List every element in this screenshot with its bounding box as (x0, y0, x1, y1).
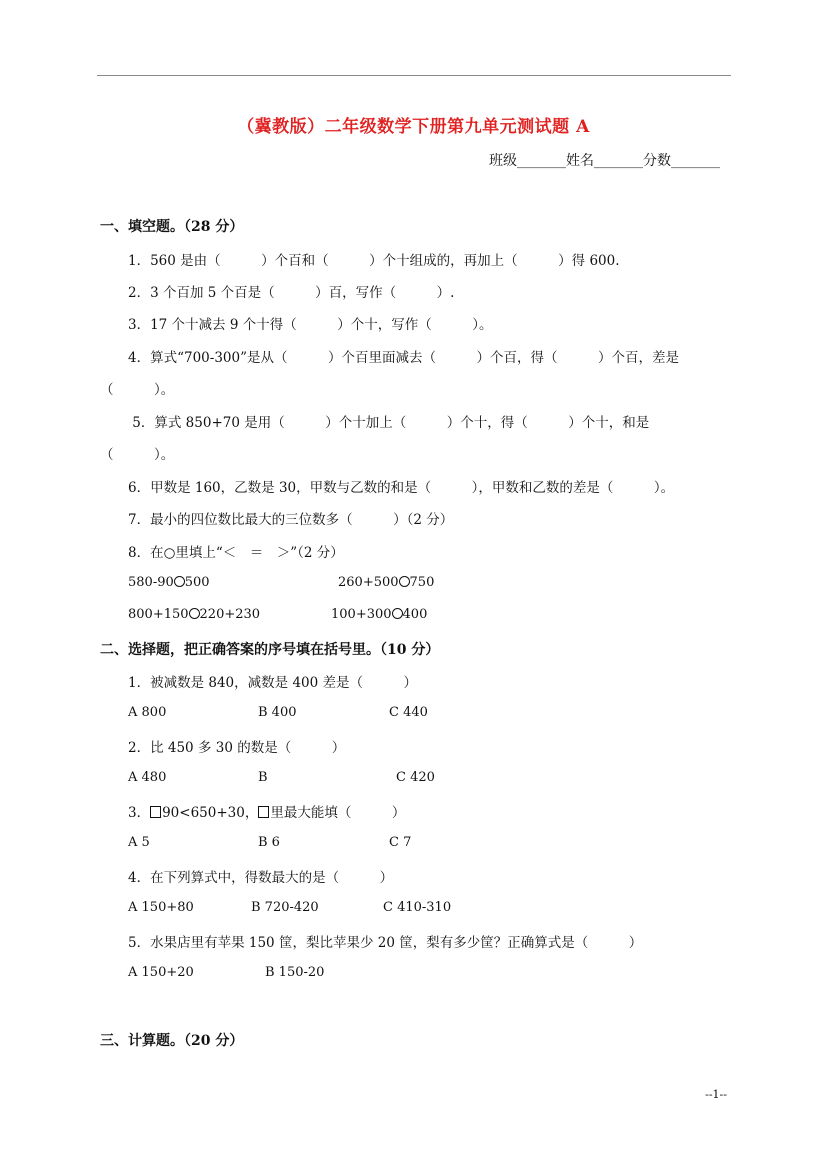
choice-1-option-a: A 800 (128, 705, 167, 720)
circle-blank-icon (174, 576, 185, 587)
fill-question-4-line-2: （ ）。 (100, 382, 175, 398)
student-info-line: 班级_______姓名_______分数_______ (489, 153, 720, 169)
choice-2-option-b: B (258, 770, 268, 785)
fill-question-2: 2．3 个百加 5 个百是（ ）百，写作（ ）. (128, 285, 455, 301)
compare-item-4: 100+300 400 (331, 607, 428, 622)
compare-item-3: 800+150 220+230 (128, 607, 261, 622)
circle-blank-icon (392, 608, 403, 619)
choice-question-4: 4．在下列算式中，得数最大的是（ ） (128, 870, 394, 886)
choice-3-option-a: A 5 (128, 835, 150, 850)
circle-blank-icon (399, 576, 410, 587)
fill-question-5-line-1: 5．算式 850+70 是用（ ）个十加上（ ）个十，得（ ）个十，和是 (128, 415, 650, 431)
fill-question-5-line-2: （ ）。 (100, 447, 175, 463)
choice-5-option-b: B 150-20 (265, 965, 325, 980)
compare-item-2: 260+500 750 (338, 575, 435, 590)
compare-item-1: 580-90 500 (128, 575, 210, 590)
fill-question-4-line-1: 4．算式“700-300”是从（ ）个百里面减去（ ）个百，得（ ）个百，差是 (128, 350, 679, 366)
choice-4-option-b: B 720-420 (251, 900, 319, 915)
fill-question-7: 7．最小的四位数比最大的三位数多（ ）（2 分） (128, 512, 454, 528)
section-1-title: 一、填空题。（28 分） (100, 219, 244, 235)
choice-3-option-b: B 6 (258, 835, 280, 850)
page-title: （冀教版）二年级数学下册第九单元测试题 A (237, 117, 590, 137)
choice-5-option-a: A 150+20 (128, 965, 194, 980)
fill-question-1: 1．560 是由（ ）个百和（ ）个十组成的，再加上（ ）得 600. (128, 253, 620, 269)
fill-question-3: 3．17 个十减去 9 个十得（ ）个十，写作（ ）。 (128, 317, 493, 333)
fill-question-6: 6．甲数是 160，乙数是 30，甲数与乙数的和是（ ），甲数和乙数的差是（ ）。 (128, 480, 675, 496)
choice-question-3: 3． 90<650+30， 里最大能填（ ） (128, 805, 406, 821)
square-blank-icon (258, 806, 269, 818)
choice-question-2: 2．比 450 多 30 的数是（ ） (128, 740, 346, 756)
choice-question-1: 1．被减数是 840，减数是 400 差是（ ） (128, 675, 417, 691)
choice-3-option-c: C 7 (389, 835, 412, 850)
square-blank-icon (150, 806, 161, 818)
choice-1-option-c: C 440 (389, 705, 428, 720)
choice-2-option-c: C 420 (396, 770, 435, 785)
section-2-title: 二、选择题，把正确答案的序号填在括号里。（10 分） (100, 642, 440, 658)
choice-4-option-c: C 410-310 (383, 900, 452, 915)
fill-question-8: 8．在○里填上“＜ ＝ ＞”（2 分） (128, 545, 344, 561)
section-3-title: 三、计算题。（20 分） (100, 1033, 244, 1049)
page-number: --1-- (705, 1088, 727, 1101)
choice-2-option-a: A 480 (128, 770, 167, 785)
circle-blank-icon (189, 608, 200, 619)
choice-4-option-a: A 150+80 (128, 900, 194, 915)
header-rule (97, 75, 731, 76)
choice-question-5: 5．水果店里有苹果 150 筐，梨比苹果少 20 筐，梨有多少筐？正确算式是（ ） (128, 935, 643, 951)
choice-1-option-b: B 400 (258, 705, 297, 720)
